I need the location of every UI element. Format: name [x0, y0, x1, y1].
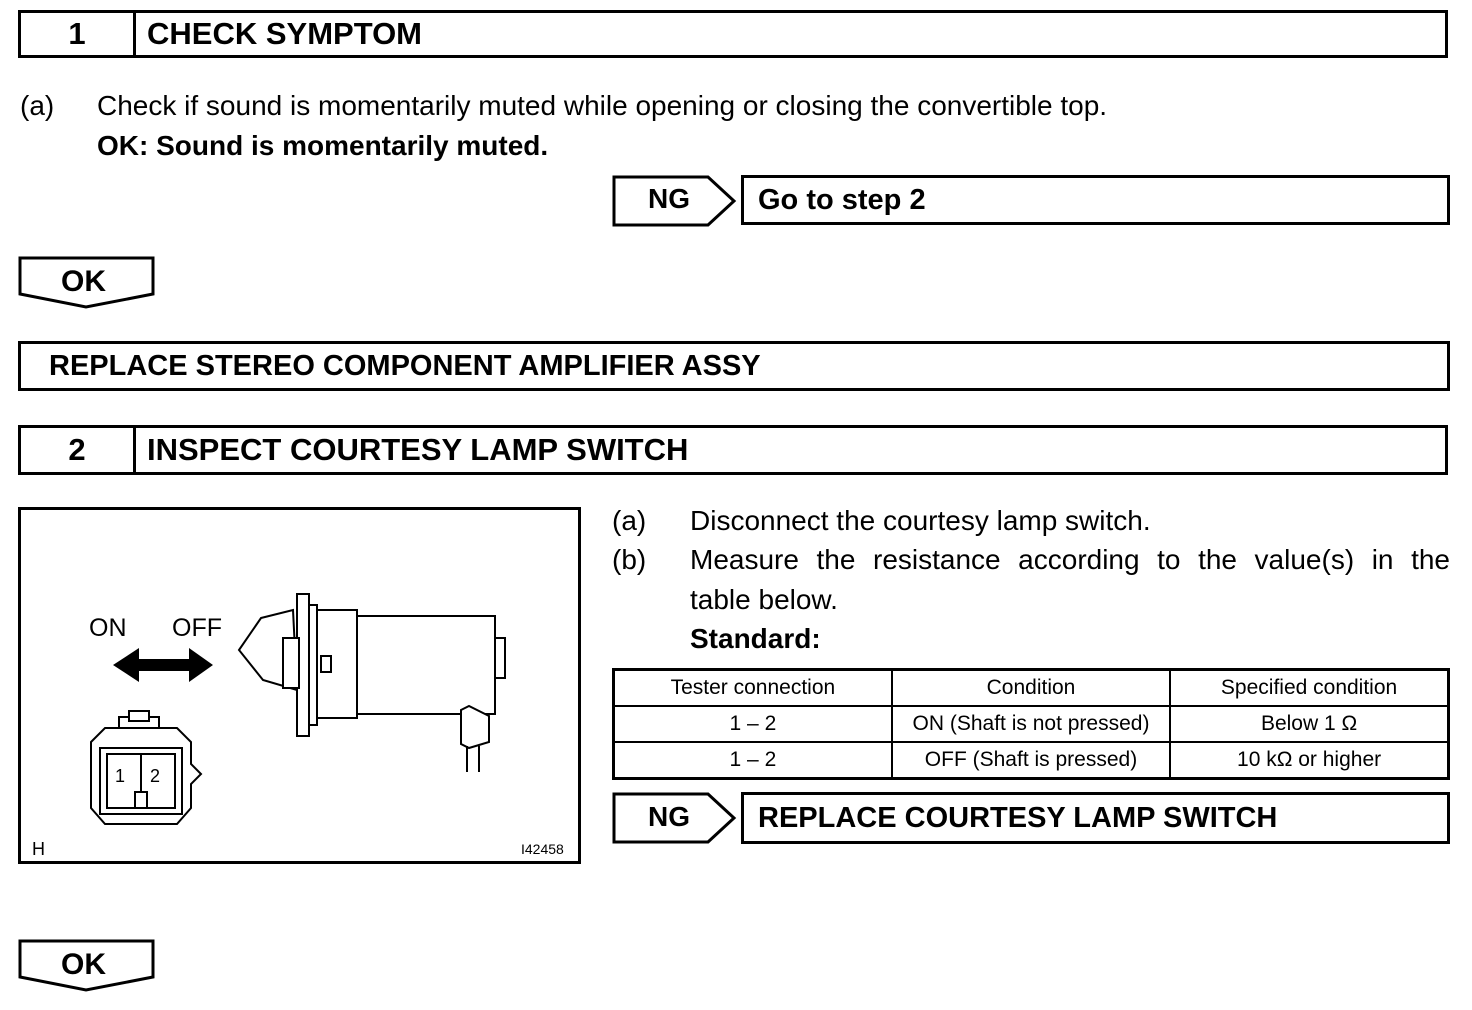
step2-title: INSPECT COURTESY LAMP SWITCH [147, 432, 689, 467]
step1-header [18, 10, 1448, 58]
table-header-cell: Tester connection [614, 670, 892, 707]
table-cell: 1 – 2 [614, 742, 892, 779]
figure-id: I42458 [521, 841, 564, 857]
step1-replace-action: REPLACE STEREO COMPONENT AMPLIFIER ASSY [49, 349, 761, 382]
figure-on-label: ON [89, 614, 127, 642]
double-arrow-icon [113, 648, 213, 682]
table-cell: OFF (Shaft is pressed) [892, 742, 1170, 779]
step2-item-a-text: Disconnect the courtesy lamp switch. [690, 505, 1151, 536]
step1-ng-action: Go to step 2 [758, 183, 926, 216]
connector-icon [91, 711, 201, 824]
table-cell: Below 1 Ω [1170, 706, 1448, 742]
step2-header [18, 425, 1448, 475]
step2-item-a-marker: (a) [612, 505, 647, 536]
pin-2-label: 2 [150, 766, 161, 786]
figure-corner-label: H [32, 839, 45, 859]
table-cell: 10 kΩ or higher [1170, 742, 1448, 779]
step2-item-b-line1: Measure the resistance according to the value(s) in the [690, 544, 1450, 575]
table-header-row [614, 670, 1449, 707]
step2-ng-label: NG [648, 801, 690, 832]
step1-item-a-text: Check if sound is momentarily muted while opening or closing the convertible top. [97, 90, 1108, 121]
step2-ok-label: OK [61, 948, 106, 981]
courtesy-switch-illustration [21, 510, 578, 861]
step1-ng-label: NG [648, 183, 690, 214]
step2-ng-action-box [741, 792, 1450, 844]
table-cell: ON (Shaft is not pressed) [892, 706, 1170, 742]
step1-number: 1 [21, 13, 136, 55]
table-row [614, 742, 1449, 779]
table-cell: 1 – 2 [614, 706, 892, 742]
step2-item-b-marker: (b) [612, 544, 647, 575]
step2-ng-action: REPLACE COURTESY LAMP SWITCH [758, 801, 1278, 834]
pin-1-label: 1 [115, 766, 126, 786]
step1-ok-label: OK [61, 265, 106, 298]
step2-standard-label: Standard: [690, 623, 821, 654]
figure-off-label: OFF [172, 614, 222, 642]
step1-title: CHECK SYMPTOM [147, 16, 423, 51]
step1-ng-action-box [741, 175, 1450, 225]
switch-figure [18, 507, 581, 864]
step2-number: 2 [21, 428, 136, 472]
spec-table [612, 668, 1450, 780]
table-header-cell: Condition [892, 670, 1170, 707]
step1-replace-box [18, 341, 1450, 391]
step1-ok-condition: OK: Sound is momentarily muted. [97, 130, 549, 161]
table-header-cell: Specified condition [1170, 670, 1448, 707]
step1-item-a-marker: (a) [20, 90, 55, 121]
step2-item-b-line2: table below. [690, 584, 838, 615]
table-row [614, 706, 1449, 742]
